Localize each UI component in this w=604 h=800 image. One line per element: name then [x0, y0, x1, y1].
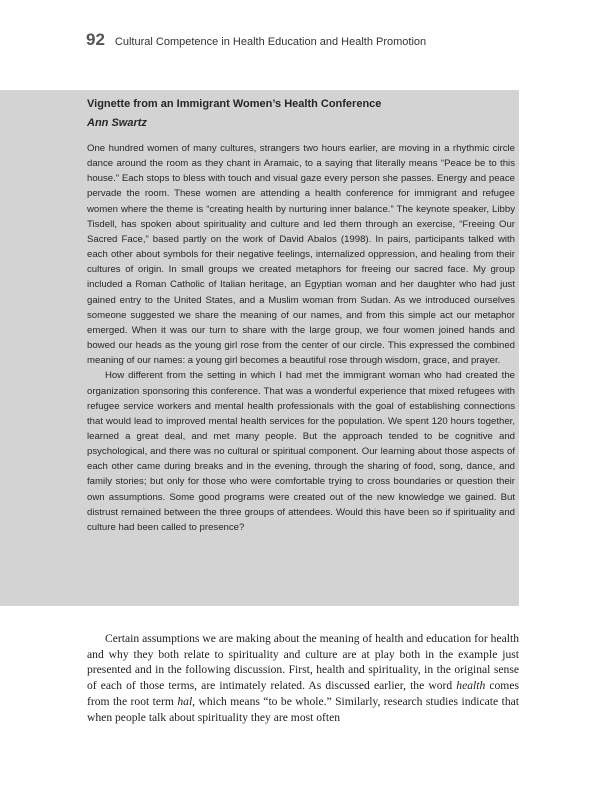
book-title: Cultural Competence in Health Education and Health Promotion — [114, 36, 427, 48]
vignette-paragraph: One hundred women of many cultures, strangers two hours earlier, are moving in a rhythmic circle dance around the room as they chant in Aramaic, to a saying that literally means “Peace be to this house.” Each stops to bless with touch and visual gaze every person she passes. Energy and peace pervade the room. These women are attending a health conference for immigrant and refugee women where the theme is “creating health by nurturing inner balance.” The keynote speaker, Libby Tisdell, has spoken about spirituality and culture and led them through an exercise, “Freeing Our Sacred Face,” based partly on the work of David Abalos (1998). In pairs, participants talked with each other about symbols for their negative feelings, internalized oppression, and healing from their cultures of origin. In small groups we created metaphors for freeing our sacred face. My group included a Roman Catholic of Italian heritage, an Egyptian woman and her daughter who had just gained entry to the United States, and a Muslim woman from Sudan. As we introduced ourselves someone suggested we share the meaning of our names, and from this simple act our metaphor emerged. When it was our turn to share with the large group, we four women joined hands and bowed our heads as the young girl rose from the center of our circle. This expressed the combined meaning of our names: a young girl becomes a beautiful rose through wisdom, grace, and prayer. — [87, 143, 515, 367]
running-head — [86, 30, 426, 50]
term-hal: hal, — [177, 694, 196, 708]
body-paragraph: Certain assumptions we are making about the meaning of health and education for health and why they both relate to spirituality and culture are at play both in the example just presented and in the following discussion. First, health and spirituality, in the original sense of each of those terms, are intimately related. As discussed earlier, the word health comes from the root term hal, which means “to be whole.” Similarly, research studies indicate that when people talk about spirituality they are most often — [87, 632, 519, 724]
term-health: health — [456, 679, 486, 693]
vignette-title: Vignette from an Immigrant Women’s Health Conference — [87, 98, 382, 110]
vignette-author: Ann Swartz — [87, 117, 147, 129]
vignette-paragraph: How different from the setting in which I had met the immigrant woman who had created the organization sponsoring this conference. That was a wonderful experience that mixed refugees with refugee service workers and mental health professionals with the goal of establishing connections that would lead to improved mental health services for the population. We spent 120 hours together, learned a great deal, and met many people. But the approach tended to be cognitive and psychological, and there was no cultural or spiritual component. Our learning about those aspects of each other came during breaks and in the evening, through the sharing of food, song, dance, and family stories; but only for those who were comfortable trying to cross boundaries or question their own assumptions. Some good programs were created out of the new knowledge we gained. But distrust remained between the three groups of attendees. Would this have been so if spirituality and culture had been called to presence? — [87, 370, 515, 533]
vignette-box — [0, 90, 519, 606]
vignette-content — [87, 98, 515, 535]
page-number: 92 — [86, 30, 105, 49]
body-text — [87, 631, 519, 725]
